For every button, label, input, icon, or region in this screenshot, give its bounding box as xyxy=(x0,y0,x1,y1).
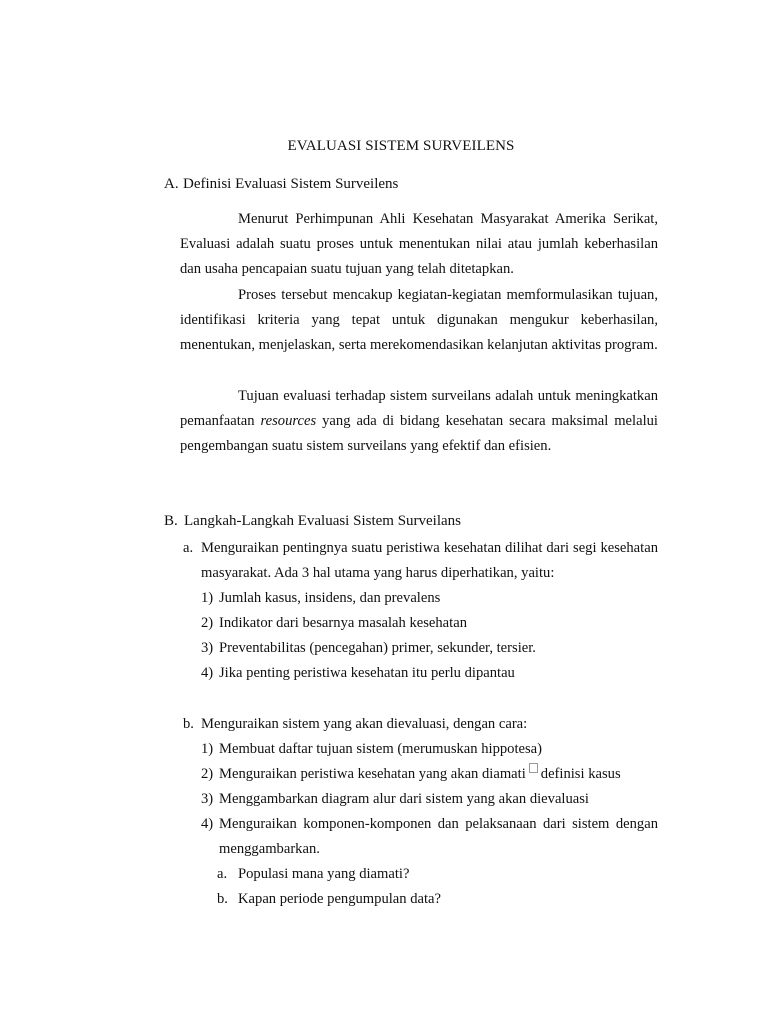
list-item-b1-text: Membuat daftar tujuan sistem (merumuskan hippotesa) xyxy=(219,741,543,757)
list-item-b1-number: 1) xyxy=(201,741,214,757)
list-item-b2-text xyxy=(219,762,621,787)
list-item-a-marker: a. xyxy=(183,540,194,556)
list-item-a4-text: Jika penting peristiwa kesehatan itu perlu dipantau xyxy=(219,665,515,681)
list-item-b3-text: Menggambarkan diagram alur dari sistem yang akan dievaluasi xyxy=(219,791,589,807)
list-item-b-text: Menguraikan sistem yang akan dievaluasi, dengan cara: xyxy=(201,716,528,732)
list-item-b4-number: 4) xyxy=(201,816,214,832)
paragraph-purpose-italic: resources xyxy=(260,413,317,430)
list-item-a-text: Menguraikan pentingnya suatu peristiwa kesehatan dilihat dari segi kesehatan masyarakat. Ada 3 hal utama yang harus diperhatikan, yaitu: xyxy=(201,540,658,582)
paragraph-purpose-start: Tujuan evaluasi terhadap sistem surveilans adalah untuk meningkatkan pemanfaatan xyxy=(180,388,658,430)
paragraph-process: Proses tersebut mencakup kegiatan-kegiatan memformulasikan tujuan, identifikasi kriteria yang tepat untuk digunakan mengukur keberhasilan, menentukan, menjelaskan, serta merekomendasikan kelanjutan aktivitas program. xyxy=(180,287,658,354)
list-item-a3-text: Preventabilitas (pencegahan) primer, sekunder, tersier. xyxy=(219,640,536,656)
section-a-heading: Definisi Evaluasi Sistem Surveilens xyxy=(183,176,399,192)
list-item-a2-number: 2) xyxy=(201,615,214,631)
list-item-b-marker: b. xyxy=(183,716,194,732)
list-item-b4-text: Menguraikan komponen-komponen dan pelaksanaan dari sistem dengan menggambarkan. xyxy=(219,816,658,858)
list-item-b2-text-start: Menguraikan peristiwa kesehatan yang akan diamati xyxy=(219,766,526,782)
list-item-a2-text: Indikator dari besarnya masalah kesehatan xyxy=(219,615,467,631)
list-item-b4a-text: Populasi mana yang diamati? xyxy=(238,866,410,882)
paragraph-purpose xyxy=(180,384,658,460)
section-b-marker: B. xyxy=(164,513,178,529)
page-title: EVALUASI SISTEM SURVEILENS xyxy=(287,138,515,154)
paragraph-definition: Menurut Perhimpunan Ahli Kesehatan Masyarakat Amerika Serikat, Evaluasi adalah suatu proses untuk menentukan nilai atau jumlah keberhasilan dan usaha pencapaian suatu tujuan yang telah ditetapkan. xyxy=(180,211,658,278)
list-item-a1-number: 1) xyxy=(201,590,214,606)
list-item-a4-number: 4) xyxy=(201,665,214,681)
list-item-b3-number: 3) xyxy=(201,791,214,807)
section-b-heading: Langkah-Langkah Evaluasi Sistem Surveilans xyxy=(184,513,462,529)
section-a-marker: A. xyxy=(164,176,179,192)
list-item-b4b-text: Kapan periode pengumpulan data? xyxy=(238,891,442,907)
list-item-b2-text-end: definisi kasus xyxy=(540,766,621,782)
list-item-b4b-marker: b. xyxy=(217,891,228,907)
list-item-b2-number: 2) xyxy=(201,766,214,782)
paragraph-purpose-end: yang ada di bidang kesehatan secara maksimal melalui pengembangan suatu sistem surveilans yang efektif dan efisien. xyxy=(180,413,658,455)
list-item-b4a-marker: a. xyxy=(217,866,228,882)
list-item-a3-number: 3) xyxy=(201,640,214,656)
list-item-a1-text: Jumlah kasus, insidens, dan prevalens xyxy=(219,590,441,606)
missing-glyph-box-icon xyxy=(529,763,538,773)
